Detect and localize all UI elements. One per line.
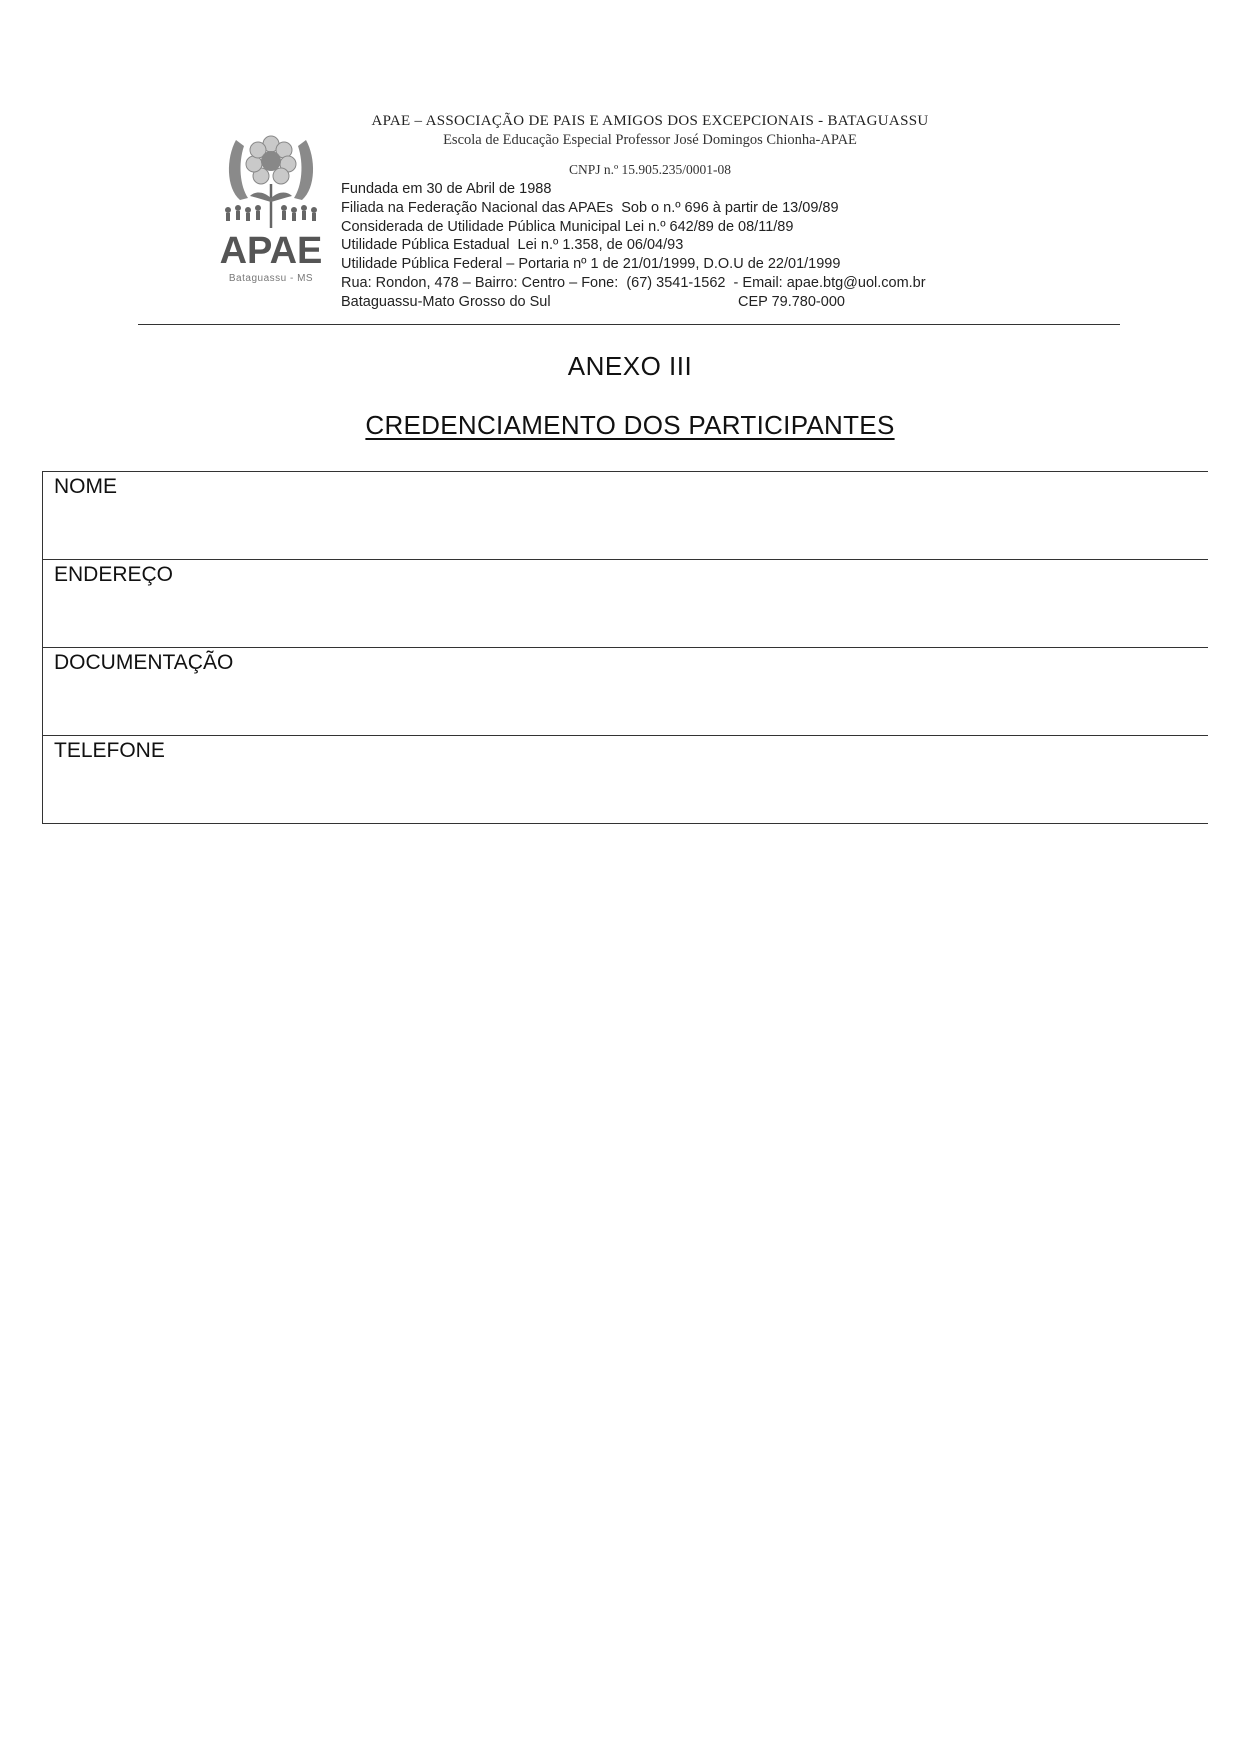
annex-subtitle: CREDENCIAMENTO DOS PARTICIPANTES [365,410,895,440]
field-label: NOME [54,475,117,498]
form-field-documentacao[interactable] [43,647,1208,735]
form-field-endereco[interactable] [43,559,1208,647]
annex-title: ANEXO III [567,351,693,381]
field-label: ENDEREÇO [54,563,174,586]
cep: CEP 79.780-000 [738,293,845,310]
institution-info [341,180,1041,312]
info-line: Fundada em 30 de Abril de 1988 [341,181,552,197]
apae-logo [218,128,324,288]
registration-form [42,471,1208,824]
info-line: Considerada de Utilidade Pública Municipal Lei n.º 642/89 de 08/11/89 [341,218,794,235]
info-line: Bataguassu-Mato Grosso do Sul [341,293,551,310]
header-divider [138,324,1120,325]
institution-cnpj: CNPJ n.º 15.905.235/0001-08 [568,162,732,177]
institution-title: APAE – ASSOCIAÇÃO DE PAIS E AMIGOS DOS EXCEPCIONAIS - BATAGUASSU [371,113,929,129]
info-line: Filiada na Federação Nacional das APAEs Sob o n.º 696 à partir de 13/09/89 [341,199,839,216]
logo-wordmark: APAE [219,230,323,272]
field-label: DOCUMENTAÇÃO [54,651,234,674]
logo-city: Bataguassu - MS [228,273,314,284]
info-line: Rua: Rondon, 478 – Bairro: Centro – Fone: (67) 3541-1562 - Email: apae.btg@uol.com.br [341,274,926,291]
info-line: Utilidade Pública Estadual Lei n.º 1.358, de 06/04/93 [341,237,684,254]
form-field-telefone[interactable] [43,735,1208,824]
institution-subtitle: Escola de Educação Especial Professor José Domingos Chionha-APAE [443,132,857,148]
field-label: TELEFONE [54,739,165,762]
form-field-nome[interactable] [43,471,1208,559]
info-line-address [341,293,1041,312]
info-line: Utilidade Pública Federal – Portaria nº 1 de 21/01/1999, D.O.U de 22/01/1999 [341,256,841,273]
